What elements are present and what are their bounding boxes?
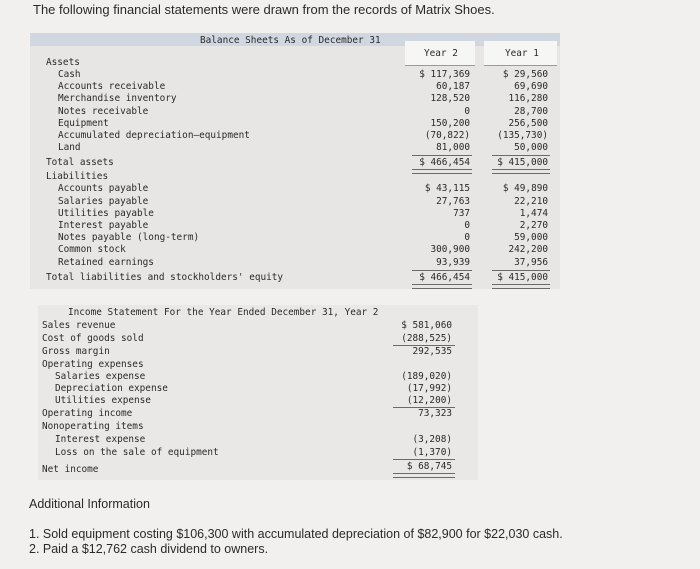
assets-heading: Assets [46,57,80,68]
additional-note-2: 2. Paid a $12,762 cash dividend to owners. [29,542,269,556]
asset-row-year2: $ 117,369 [419,69,470,80]
total-le-double-y2 [412,284,472,289]
liability-row-label: Utilities payable [58,207,154,219]
cogs-label: Cost of goods sold [42,333,144,344]
balance-sheet-title: Balance Sheets As of December 31 [200,35,381,46]
operating-income-value: 73,323 [418,408,452,419]
asset-row-year1: (135,730) [497,130,548,141]
asset-row-label: Notes receivable [58,105,149,117]
liability-row-year1: $ 49,890 [502,183,548,195]
loss-on-sale-value: (1,370) [412,447,452,458]
gross-margin-label: Gross margin [42,346,110,357]
asset-row-year1: 256,500 [508,117,548,129]
income-statement-title: Income Statement For the Year Ended December 31, Year 2 [68,307,379,318]
asset-row-year1: 69,690 [514,81,548,93]
salaries-expense-label: Salaries expense [55,371,146,382]
liability-row-year2: 93,939 [436,256,470,268]
total-le-rule-y2 [412,270,472,271]
cogs-value: (288,525) [401,333,452,344]
asset-row-year2: 128,520 [430,93,470,105]
asset-row-label: Accounts receivable [58,81,166,93]
liability-row-label: Notes payable (long-term) [58,232,200,244]
interest-expense-label: Interest expense [55,434,146,445]
asset-row-year2: 0 [464,105,470,117]
liability-row-label: Salaries payable [58,195,149,207]
asset-row-year2: (70,822) [424,130,470,141]
opex-heading: Operating expenses [42,359,144,370]
liabilities-heading: Liabilities [46,171,109,183]
total-assets-rule-y2 [412,155,472,156]
year2-header: Year 2 [424,48,458,59]
total-assets-label: Total assets [46,157,114,169]
liability-row-year1: 59,000 [514,232,548,244]
interest-expense-value: (3,208) [412,434,452,445]
total-le-year2: $ 466,454 [419,271,470,283]
liability-row-label: Accounts payable [58,183,149,195]
gross-margin-value: 292,535 [412,346,452,357]
asset-row-year1: 28,700 [514,105,548,117]
total-assets-year2: $ 466,454 [419,157,470,169]
asset-row-label: Merchandise inventory [58,93,177,105]
operating-income-label: Operating income [42,408,133,419]
loss-on-sale-label: Loss on the sale of equipment [55,447,219,458]
liability-row-year1: 37,956 [514,256,548,268]
asset-row-year2: 81,000 [436,142,470,154]
sales-revenue-value: $ 581,060 [401,320,452,331]
sales-revenue-label: Sales revenue [42,320,116,331]
liability-row-year2: 300,900 [430,244,470,256]
total-le-year1: $ 415,000 [497,271,548,283]
asset-row-year2: 60,187 [436,81,470,93]
asset-row-year1: $ 29,560 [502,69,548,80]
liability-row-year2: $ 43,115 [424,183,470,195]
net-income-label: Net income [42,464,99,475]
asset-row-year1: 116,280 [508,93,548,105]
loss-underline [393,459,455,460]
total-assets-double-y2 [412,169,472,174]
intro-text: The following financial statements were drawn from the records of Matrix Shoes. [33,2,495,17]
liability-row-year1: 242,200 [508,244,548,256]
liability-row-label: Interest payable [58,220,149,231]
asset-row-year2: 150,200 [430,117,470,129]
total-assets-double-y1 [492,169,550,174]
depreciation-expense-label: Depreciation expense [55,383,168,394]
salaries-expense-value: (189,020) [401,371,452,382]
additional-info-title: Additional Information [29,497,150,511]
asset-row-year1: 50,000 [514,142,548,154]
liability-row-label: Common stock [58,244,126,256]
total-assets-year1: $ 415,000 [497,157,548,169]
liability-row-label: Retained earnings [58,256,154,268]
liability-row-year1: 1,474 [519,207,548,219]
total-le-rule-y1 [492,270,550,271]
asset-row-label: Accumulated depreciation—equipment [58,130,250,141]
utilities-expense-value: (12,200) [406,395,452,406]
total-le-double-y1 [492,284,550,289]
liability-row-year2: 27,763 [436,195,470,207]
total-assets-rule-y1 [492,155,550,156]
asset-row-label: Cash [58,69,81,80]
utilities-expense-label: Utilities expense [55,395,151,406]
liability-row-year2: 0 [464,232,470,244]
asset-row-label: Equipment [58,117,109,129]
depreciation-expense-value: (17,992) [406,383,452,394]
liability-row-year1: 2,270 [519,220,548,231]
liability-row-year2: 737 [453,207,470,219]
total-le-label: Total liabilities and stockholders' equity [46,271,284,283]
additional-note-1: 1. Sold equipment costing $106,300 with accumulated depreciation of $82,900 for $22,030 cash. [29,527,563,541]
nonoperating-heading: Nonoperating items [42,421,144,432]
net-income-value: $ 68,745 [406,461,452,472]
liability-row-year2: 0 [464,220,470,231]
net-income-double-underline [393,473,455,478]
year1-header: Year 1 [505,48,539,59]
asset-row-label: Land [58,142,81,154]
liability-row-year1: 22,210 [514,195,548,207]
